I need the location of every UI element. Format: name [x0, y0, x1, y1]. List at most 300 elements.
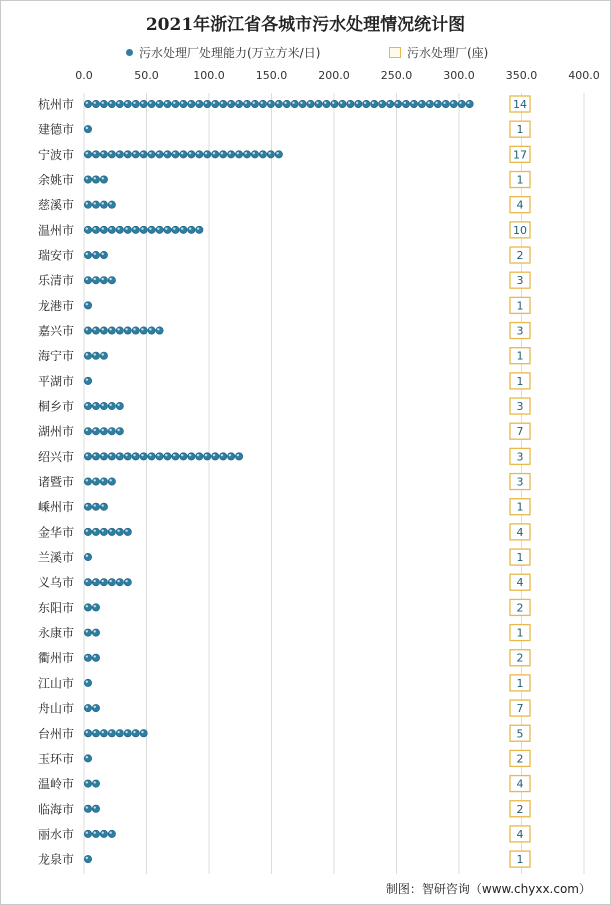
- capacity-dot-highlight: [86, 429, 88, 431]
- capacity-dot-highlight: [221, 152, 223, 154]
- capacity-dot: [196, 226, 203, 233]
- capacity-dot-highlight: [165, 227, 167, 229]
- y-category-label: 慈溪市: [37, 198, 74, 213]
- capacity-bar: [84, 604, 99, 611]
- capacity-dot: [196, 151, 203, 158]
- capacity-bar: [84, 830, 115, 837]
- capacity-dot-highlight: [173, 152, 175, 154]
- capacity-dot-highlight: [109, 731, 111, 733]
- capacity-dot-highlight: [189, 227, 191, 229]
- capacity-dot: [108, 402, 115, 409]
- capacity-dot: [132, 151, 139, 158]
- capacity-bar: [84, 755, 91, 762]
- capacity-dot-highlight: [117, 580, 119, 582]
- capacity-dot-highlight: [324, 102, 326, 104]
- capacity-dot-highlight: [94, 504, 96, 506]
- capacity-dot-highlight: [157, 152, 159, 154]
- capacity-dot: [299, 100, 306, 107]
- y-category-label: 乐清市: [37, 273, 74, 288]
- capacity-dot: [84, 125, 91, 132]
- capacity-dot: [148, 327, 155, 334]
- capacity-dot: [108, 478, 115, 485]
- capacity-dot: [212, 453, 219, 460]
- capacity-dot-highlight: [229, 454, 231, 456]
- x-tick-label: 50.0: [134, 69, 159, 82]
- capacity-dot-highlight: [86, 681, 88, 683]
- y-category-label: 建德市: [37, 122, 74, 137]
- capacity-bar: [84, 377, 91, 384]
- capacity-dot: [148, 100, 155, 107]
- capacity-dot-highlight: [94, 177, 96, 179]
- capacity-dot-highlight: [221, 454, 223, 456]
- capacity-dot: [450, 100, 457, 107]
- capacity-bar: [84, 276, 115, 283]
- capacity-dot-highlight: [141, 328, 143, 330]
- capacity-dot: [84, 377, 91, 384]
- capacity-dot: [124, 226, 131, 233]
- plant-count-label: 3: [516, 450, 524, 464]
- capacity-dot: [100, 176, 107, 183]
- capacity-dot: [227, 100, 234, 107]
- y-category-label: 丽水市: [37, 827, 74, 842]
- capacity-dot-highlight: [94, 806, 96, 808]
- capacity-dot-highlight: [86, 127, 88, 129]
- capacity-dot: [124, 151, 131, 158]
- capacity-dot: [140, 100, 147, 107]
- capacity-dot-highlight: [86, 353, 88, 355]
- capacity-dot-highlight: [165, 454, 167, 456]
- capacity-dot-highlight: [102, 278, 104, 280]
- capacity-dot-highlight: [133, 454, 135, 456]
- capacity-dot-highlight: [102, 328, 104, 330]
- y-category-label: 海宁市: [37, 349, 74, 364]
- capacity-dot-highlight: [86, 706, 88, 708]
- capacity-dot-highlight: [149, 152, 151, 154]
- capacity-dot: [371, 100, 378, 107]
- capacity-dot-highlight: [109, 227, 111, 229]
- capacity-dot: [196, 100, 203, 107]
- plant-count-label: 2: [516, 249, 524, 263]
- capacity-dot-highlight: [205, 102, 207, 104]
- capacity-dot-highlight: [94, 479, 96, 481]
- capacity-dot-highlight: [102, 202, 104, 204]
- capacity-dot-highlight: [102, 253, 104, 255]
- capacity-dot: [92, 327, 99, 334]
- capacity-dot: [100, 251, 107, 258]
- capacity-dot: [116, 151, 123, 158]
- capacity-bar: [84, 201, 115, 208]
- capacity-dot-highlight: [197, 454, 199, 456]
- capacity-dot-highlight: [173, 102, 175, 104]
- capacity-dot: [108, 226, 115, 233]
- capacity-dot: [100, 478, 107, 485]
- plant-count-label: 4: [516, 777, 524, 791]
- capacity-dot: [92, 428, 99, 435]
- capacity-dot: [156, 453, 163, 460]
- capacity-dot: [204, 453, 211, 460]
- capacity-dot: [84, 679, 91, 686]
- x-tick-label: 150.0: [255, 69, 288, 82]
- y-category-label: 临海市: [37, 802, 74, 817]
- capacity-dot-highlight: [396, 102, 398, 104]
- capacity-dot: [92, 226, 99, 233]
- capacity-dot-highlight: [459, 102, 461, 104]
- capacity-dot-highlight: [125, 580, 127, 582]
- capacity-dot-highlight: [157, 454, 159, 456]
- capacity-dot-highlight: [86, 328, 88, 330]
- capacity-dot: [116, 226, 123, 233]
- capacity-dot: [172, 151, 179, 158]
- capacity-dot-highlight: [237, 102, 239, 104]
- y-category-label: 江山市: [37, 676, 74, 691]
- capacity-dot: [84, 352, 91, 359]
- capacity-dot: [92, 176, 99, 183]
- capacity-dot-highlight: [197, 102, 199, 104]
- capacity-dot: [92, 604, 99, 611]
- capacity-dot-highlight: [117, 731, 119, 733]
- capacity-dot-highlight: [102, 353, 104, 355]
- capacity-dot-highlight: [86, 202, 88, 204]
- capacity-dot: [84, 855, 91, 862]
- y-category-label: 义乌市: [37, 575, 74, 590]
- capacity-dot-highlight: [141, 454, 143, 456]
- capacity-dot-highlight: [133, 102, 135, 104]
- capacity-dot: [116, 100, 123, 107]
- capacity-dot: [84, 604, 91, 611]
- capacity-dot: [92, 151, 99, 158]
- capacity-dot: [84, 805, 91, 812]
- plant-count-label: 5: [516, 727, 524, 741]
- capacity-dot-highlight: [102, 504, 104, 506]
- capacity-dot: [92, 352, 99, 359]
- capacity-dot-highlight: [348, 102, 350, 104]
- capacity-dot: [108, 100, 115, 107]
- plant-count-label: 14: [513, 98, 527, 111]
- capacity-dot-highlight: [125, 328, 127, 330]
- capacity-dot-highlight: [253, 102, 255, 104]
- capacity-dot-highlight: [109, 832, 111, 834]
- capacity-dot: [164, 100, 171, 107]
- capacity-dot: [180, 453, 187, 460]
- capacity-dot: [124, 528, 131, 535]
- capacity-dot: [156, 226, 163, 233]
- capacity-dot: [164, 151, 171, 158]
- capacity-dot: [84, 528, 91, 535]
- capacity-dot-highlight: [86, 479, 88, 481]
- capacity-dot-highlight: [109, 102, 111, 104]
- capacity-dot: [235, 100, 242, 107]
- capacity-dot: [212, 100, 219, 107]
- capacity-dot: [100, 151, 107, 158]
- capacity-dot: [275, 100, 282, 107]
- capacity-dot: [108, 276, 115, 283]
- capacity-dot: [84, 151, 91, 158]
- capacity-dot-highlight: [94, 655, 96, 657]
- capacity-dot-highlight: [94, 605, 96, 607]
- capacity-dot: [243, 151, 250, 158]
- capacity-dot: [347, 100, 354, 107]
- capacity-dot: [124, 100, 131, 107]
- capacity-dot: [100, 830, 107, 837]
- capacity-dot: [116, 730, 123, 737]
- capacity-dot: [92, 830, 99, 837]
- capacity-dot-highlight: [102, 454, 104, 456]
- capacity-dot-highlight: [316, 102, 318, 104]
- capacity-dot-highlight: [86, 630, 88, 632]
- plant-count-label: 4: [516, 525, 524, 539]
- capacity-dot: [100, 453, 107, 460]
- capacity-dot-highlight: [380, 102, 382, 104]
- capacity-dot: [378, 100, 385, 107]
- plant-count-label: 3: [516, 475, 524, 489]
- capacity-bar: [84, 402, 123, 409]
- capacity-bar: [84, 176, 107, 183]
- capacity-dot-highlight: [229, 152, 231, 154]
- capacity-dot: [108, 528, 115, 535]
- capacity-dot-highlight: [86, 454, 88, 456]
- y-category-label: 台州市: [37, 726, 74, 741]
- capacity-bar: [84, 553, 91, 560]
- capacity-dot-highlight: [102, 102, 104, 104]
- capacity-dot: [100, 100, 107, 107]
- capacity-dot-highlight: [94, 353, 96, 355]
- capacity-dot-highlight: [253, 152, 255, 154]
- capacity-dot: [84, 755, 91, 762]
- y-category-label: 金华市: [37, 525, 74, 540]
- capacity-dot: [84, 302, 91, 309]
- capacity-dot: [92, 629, 99, 636]
- capacity-dot: [251, 100, 258, 107]
- capacity-dot: [156, 100, 163, 107]
- capacity-dot-highlight: [117, 429, 119, 431]
- capacity-dot-highlight: [86, 253, 88, 255]
- x-tick-label: 100.0: [193, 69, 225, 82]
- plant-count-label: 3: [516, 400, 524, 414]
- capacity-dot-highlight: [404, 102, 406, 104]
- capacity-dot-highlight: [213, 152, 215, 154]
- plant-count-label: 2: [516, 651, 524, 665]
- capacity-dot: [108, 730, 115, 737]
- capacity-dot-highlight: [86, 806, 88, 808]
- capacity-dot: [235, 453, 242, 460]
- y-category-label: 龙泉市: [37, 852, 74, 867]
- y-category-label: 玉环市: [37, 751, 74, 766]
- y-category-label: 宁波市: [37, 147, 74, 162]
- capacity-bar: [84, 352, 107, 359]
- capacity-dot-highlight: [125, 731, 127, 733]
- capacity-dot-highlight: [245, 102, 247, 104]
- capacity-bar: [84, 503, 107, 510]
- capacity-dot: [100, 428, 107, 435]
- capacity-dot: [188, 453, 195, 460]
- x-tick-label: 400.0: [568, 69, 600, 82]
- capacity-dot-highlight: [117, 404, 119, 406]
- capacity-dot-highlight: [86, 655, 88, 657]
- capacity-dot-highlight: [109, 328, 111, 330]
- capacity-dot-highlight: [125, 529, 127, 531]
- capacity-dot: [84, 327, 91, 334]
- capacity-dot: [132, 730, 139, 737]
- capacity-dot-highlight: [94, 202, 96, 204]
- capacity-dot-highlight: [141, 102, 143, 104]
- capacity-dot-highlight: [292, 102, 294, 104]
- capacity-dot: [84, 251, 91, 258]
- capacity-dot: [140, 151, 147, 158]
- capacity-bar: [84, 704, 99, 711]
- capacity-dot: [291, 100, 298, 107]
- capacity-dot: [100, 352, 107, 359]
- capacity-dot: [84, 629, 91, 636]
- capacity-dot: [140, 730, 147, 737]
- capacity-dot-highlight: [94, 529, 96, 531]
- capacity-bar: [84, 151, 282, 158]
- capacity-dot: [84, 100, 91, 107]
- capacity-dot-highlight: [86, 303, 88, 305]
- capacity-dot-highlight: [276, 152, 278, 154]
- capacity-dot: [100, 503, 107, 510]
- capacity-dot-highlight: [102, 479, 104, 481]
- capacity-dot: [108, 428, 115, 435]
- capacity-dot: [219, 151, 226, 158]
- capacity-dot: [116, 402, 123, 409]
- capacity-dot: [140, 327, 147, 334]
- capacity-dot: [394, 100, 401, 107]
- capacity-dot-highlight: [245, 152, 247, 154]
- capacity-dot-highlight: [197, 152, 199, 154]
- capacity-dot: [267, 151, 274, 158]
- capacity-dot-highlight: [237, 152, 239, 154]
- plant-count-label: 1: [516, 299, 524, 313]
- capacity-dot-highlight: [109, 152, 111, 154]
- capacity-dot: [331, 100, 338, 107]
- capacity-dot: [84, 503, 91, 510]
- capacity-dot-highlight: [94, 429, 96, 431]
- capacity-dot: [172, 100, 179, 107]
- capacity-dot: [92, 251, 99, 258]
- capacity-dot: [355, 100, 362, 107]
- plant-count-label: 1: [516, 500, 524, 514]
- plant-count-label: 4: [516, 576, 524, 590]
- capacity-dot: [172, 226, 179, 233]
- x-tick-label: 200.0: [318, 69, 350, 82]
- capacity-dot: [363, 100, 370, 107]
- capacity-dot: [124, 579, 131, 586]
- capacity-dot: [458, 100, 465, 107]
- capacity-dot-highlight: [420, 102, 422, 104]
- capacity-dot-highlight: [157, 102, 159, 104]
- capacity-dot-highlight: [205, 152, 207, 154]
- plant-count-label: 10: [513, 223, 527, 237]
- plant-count-label: 7: [516, 702, 524, 716]
- capacity-dot: [164, 453, 171, 460]
- capacity-dot-highlight: [86, 781, 88, 783]
- capacity-dot-highlight: [94, 706, 96, 708]
- capacity-dot-highlight: [109, 454, 111, 456]
- capacity-dot: [116, 453, 123, 460]
- capacity-dot: [84, 704, 91, 711]
- capacity-dot-highlight: [86, 378, 88, 380]
- capacity-dot: [92, 201, 99, 208]
- capacity-bar: [84, 100, 473, 107]
- capacity-dot-highlight: [435, 102, 437, 104]
- capacity-dot: [219, 453, 226, 460]
- capacity-dot: [235, 151, 242, 158]
- capacity-bar: [84, 226, 203, 233]
- capacity-dot-highlight: [86, 152, 88, 154]
- capacity-dot: [148, 226, 155, 233]
- capacity-dot: [108, 579, 115, 586]
- plant-count-label: 3: [516, 324, 524, 338]
- y-category-label: 龙港市: [37, 298, 74, 313]
- capacity-dot-highlight: [261, 152, 263, 154]
- capacity-dot-highlight: [109, 278, 111, 280]
- capacity-dot-highlight: [364, 102, 366, 104]
- capacity-dot-highlight: [141, 152, 143, 154]
- capacity-dot-highlight: [94, 580, 96, 582]
- capacity-dot-highlight: [197, 227, 199, 229]
- capacity-dot-highlight: [117, 328, 119, 330]
- capacity-dot-highlight: [102, 227, 104, 229]
- capacity-dot: [180, 151, 187, 158]
- y-category-label: 平湖市: [37, 374, 74, 389]
- capacity-dot: [124, 453, 131, 460]
- capacity-dot-highlight: [261, 102, 263, 104]
- capacity-dot: [84, 226, 91, 233]
- capacity-dot-highlight: [86, 278, 88, 280]
- plant-count-label: 2: [516, 601, 524, 615]
- capacity-bar: [84, 780, 99, 787]
- capacity-dot: [92, 654, 99, 661]
- plant-count-label: 1: [516, 374, 524, 388]
- capacity-dot-highlight: [86, 227, 88, 229]
- capacity-dot: [402, 100, 409, 107]
- capacity-dot-highlight: [94, 832, 96, 834]
- plant-count-label: 1: [516, 123, 524, 137]
- y-category-label: 瑞安市: [37, 248, 74, 263]
- capacity-dot: [84, 730, 91, 737]
- y-category-label: 杭州市: [37, 97, 74, 112]
- capacity-dot: [92, 780, 99, 787]
- capacity-dot: [92, 276, 99, 283]
- capacity-dot: [227, 151, 234, 158]
- capacity-dot: [132, 327, 139, 334]
- y-category-label: 湖州市: [37, 424, 74, 439]
- x-tick-label: 350.0: [505, 69, 538, 82]
- capacity-dot: [132, 100, 139, 107]
- y-category-label: 舟山市: [37, 701, 74, 716]
- plant-count-label: 7: [516, 425, 524, 439]
- capacity-dot-highlight: [157, 328, 159, 330]
- capacity-dot-highlight: [117, 152, 119, 154]
- capacity-dot-highlight: [94, 404, 96, 406]
- capacity-bar: [84, 251, 107, 258]
- capacity-dot: [212, 151, 219, 158]
- y-category-label: 诸暨市: [37, 475, 74, 490]
- capacity-dot-highlight: [133, 328, 135, 330]
- capacity-dot: [84, 478, 91, 485]
- capacity-dot-highlight: [276, 102, 278, 104]
- capacity-bar: [84, 453, 242, 460]
- capacity-dot: [92, 704, 99, 711]
- capacity-dot-highlight: [86, 102, 88, 104]
- capacity-dot-highlight: [467, 102, 469, 104]
- plant-count-label: 1: [516, 676, 524, 690]
- capacity-dot-highlight: [94, 781, 96, 783]
- capacity-dot: [92, 100, 99, 107]
- capacity-bar: [84, 302, 91, 309]
- capacity-dot-highlight: [181, 102, 183, 104]
- capacity-dot-highlight: [340, 102, 342, 104]
